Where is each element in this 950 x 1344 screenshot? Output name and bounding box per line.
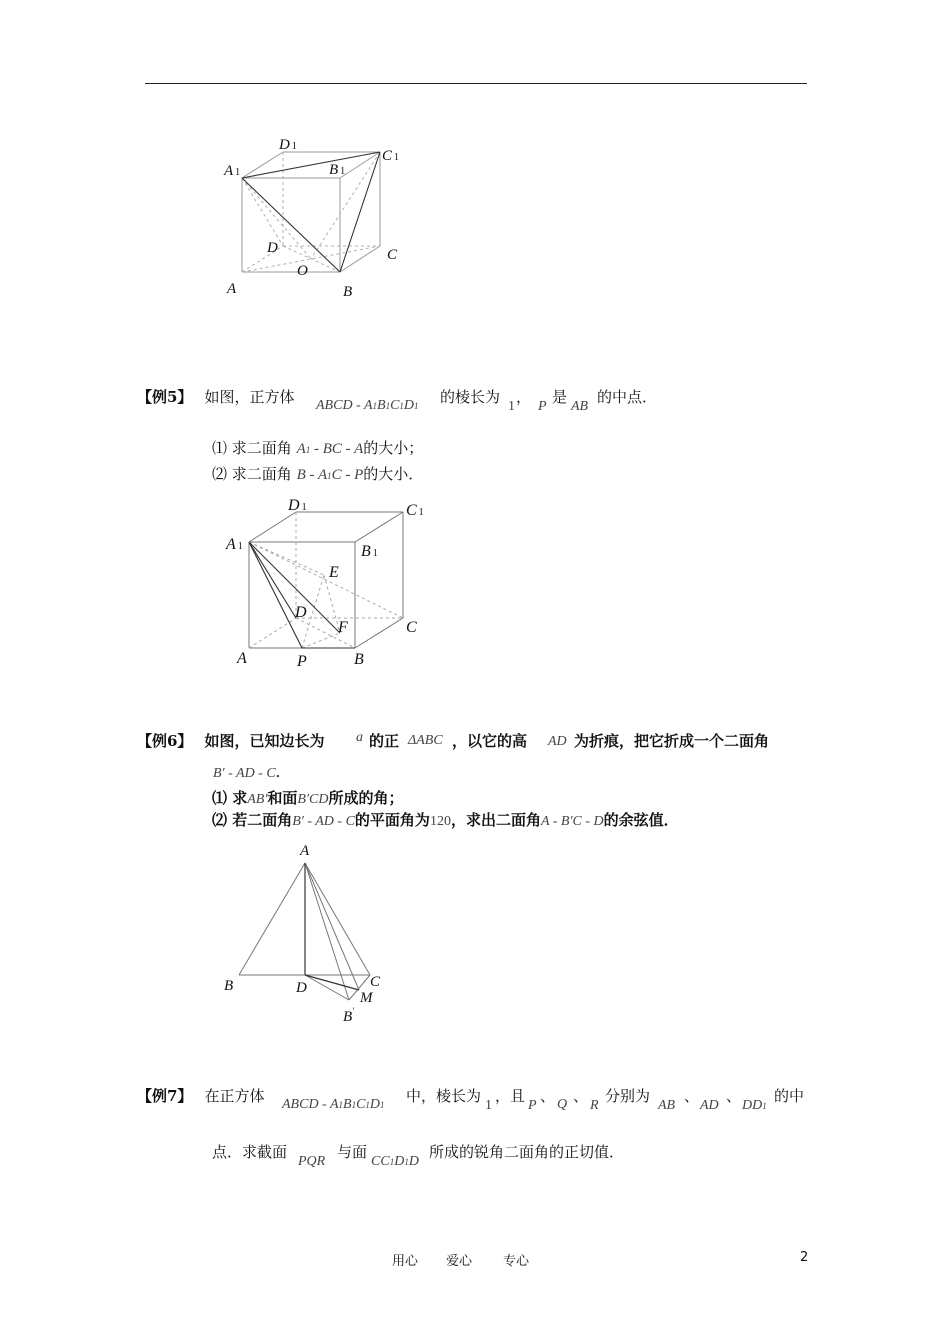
figure-cube-1 [215, 130, 415, 305]
label-B: B [354, 651, 364, 668]
ex7-text4: 分别为 [605, 1087, 651, 1105]
ex7-one: 1 [485, 1098, 492, 1113]
ex6-AD: AD [548, 734, 567, 749]
label-D1: D 1 [279, 137, 297, 153]
header-rule [145, 83, 807, 84]
ex5-cube-name: ABCD - A1B1C1D1 [316, 398, 419, 413]
label-B1: B 1 [329, 162, 346, 178]
ex6-a: a [356, 730, 363, 745]
label-B: B [343, 284, 353, 300]
label-D1: D 1 [288, 497, 307, 514]
label-C1: C 1 [382, 148, 400, 164]
ex7-sep2: 、 [573, 1087, 589, 1105]
ex6-question-1: ⑴ 求AB′和面B′CD所成的角； [212, 789, 404, 807]
page-number: 2 [800, 1250, 809, 1265]
ex7-line2c: 所成的锐角二面角的正切值． [429, 1143, 625, 1161]
example-7-line1: 【例7】 在正方体 [137, 1087, 265, 1105]
ex5-question-2: ⑵ 求二面角 B - A1C - P的大小． [212, 465, 424, 483]
label-A: A [300, 843, 310, 859]
label-A: A [237, 650, 247, 667]
text: 如图，正方体 [204, 388, 295, 406]
ex6-dihedral: B′ - AD - C． [213, 766, 290, 781]
label-A1: A 1 [224, 163, 241, 179]
label-E: E [329, 564, 339, 581]
ex5-text4: 的中点． [597, 388, 658, 406]
label-C1: C 1 [406, 502, 424, 519]
label-A: A [227, 281, 237, 297]
ex7-AD: AD [700, 1098, 719, 1113]
label-P: P [297, 653, 307, 670]
ex7-P: P [528, 1098, 537, 1113]
ex6-text3: ，以它的高 [452, 732, 528, 750]
ex7-sep1: 、 [540, 1087, 556, 1105]
footer-left: 用心 [392, 1254, 419, 1269]
ex7-CC1D1D: CC1D1D [371, 1154, 419, 1169]
ex7-line2a: 点．求截面 [212, 1143, 288, 1161]
label-F: F [338, 619, 348, 636]
ex5-comma: ， [516, 388, 532, 406]
ex7-DD1: DD1 [742, 1098, 767, 1113]
ex5-P: P [538, 399, 547, 414]
ex7-cube-name: ABCD - A1B1C1D1 [282, 1097, 385, 1112]
ex7-Q: Q [557, 1097, 568, 1112]
ex7-sep3: 、 [684, 1087, 700, 1105]
label-C: C [387, 247, 398, 263]
ex5-AB: AB [571, 399, 589, 414]
label-B: B [224, 978, 234, 994]
label-D: D [267, 240, 278, 256]
ex5-text3: 是 [552, 388, 568, 406]
ex5-question-1: ⑴ 求二面角 A1 - BC - A的大小； [212, 439, 424, 457]
label-C: C [406, 619, 417, 636]
example-5-line1 [137, 386, 294, 407]
ex7-line2b: 与面 [337, 1143, 368, 1161]
example-6-line1: 【例6】 如图，已知边长为 [137, 732, 325, 750]
example-7-tag: 【例7】 [137, 1087, 193, 1105]
figure-cube-2 [220, 495, 435, 675]
ex7-text5: 的中 [774, 1087, 805, 1105]
ex7-R: R [590, 1098, 599, 1113]
label-B-prime: B′ [343, 1006, 355, 1025]
footer-right: 专心 [503, 1254, 530, 1269]
ex7-AB: AB [658, 1098, 676, 1113]
example-5-tag: 【例5】 [137, 388, 193, 406]
figure-triangle [215, 838, 400, 1028]
ex6-text2: 的正 [369, 732, 400, 750]
label-C: C [370, 974, 381, 990]
ex7-sep4: 、 [726, 1087, 742, 1105]
label-O: O [297, 263, 308, 279]
ex7-text3: ，且 [495, 1087, 526, 1105]
ex7-text2: 中，棱长为 [406, 1087, 482, 1105]
label-D: D [296, 980, 307, 996]
label-A1: A 1 [226, 536, 243, 553]
footer-middle: 爱心 [446, 1254, 473, 1269]
ex5-text2: 的棱长为 [440, 388, 501, 406]
label-D: D [295, 604, 307, 621]
ex6-question-2: ⑵ 若二面角B′ - AD - C的平面角为120，求出二面角A - B′C - D的余弦值． [212, 811, 679, 829]
ex6-text4: 为折痕，把它折成一个二面角 [574, 732, 770, 750]
ex5-one: 1 [508, 399, 515, 414]
label-B1: B 1 [361, 543, 378, 560]
ex6-triangle: ΔABC [408, 733, 443, 748]
example-6-tag: 【例6】 [137, 732, 193, 750]
ex7-PQR: PQR [298, 1154, 326, 1169]
label-M: M [360, 990, 373, 1006]
